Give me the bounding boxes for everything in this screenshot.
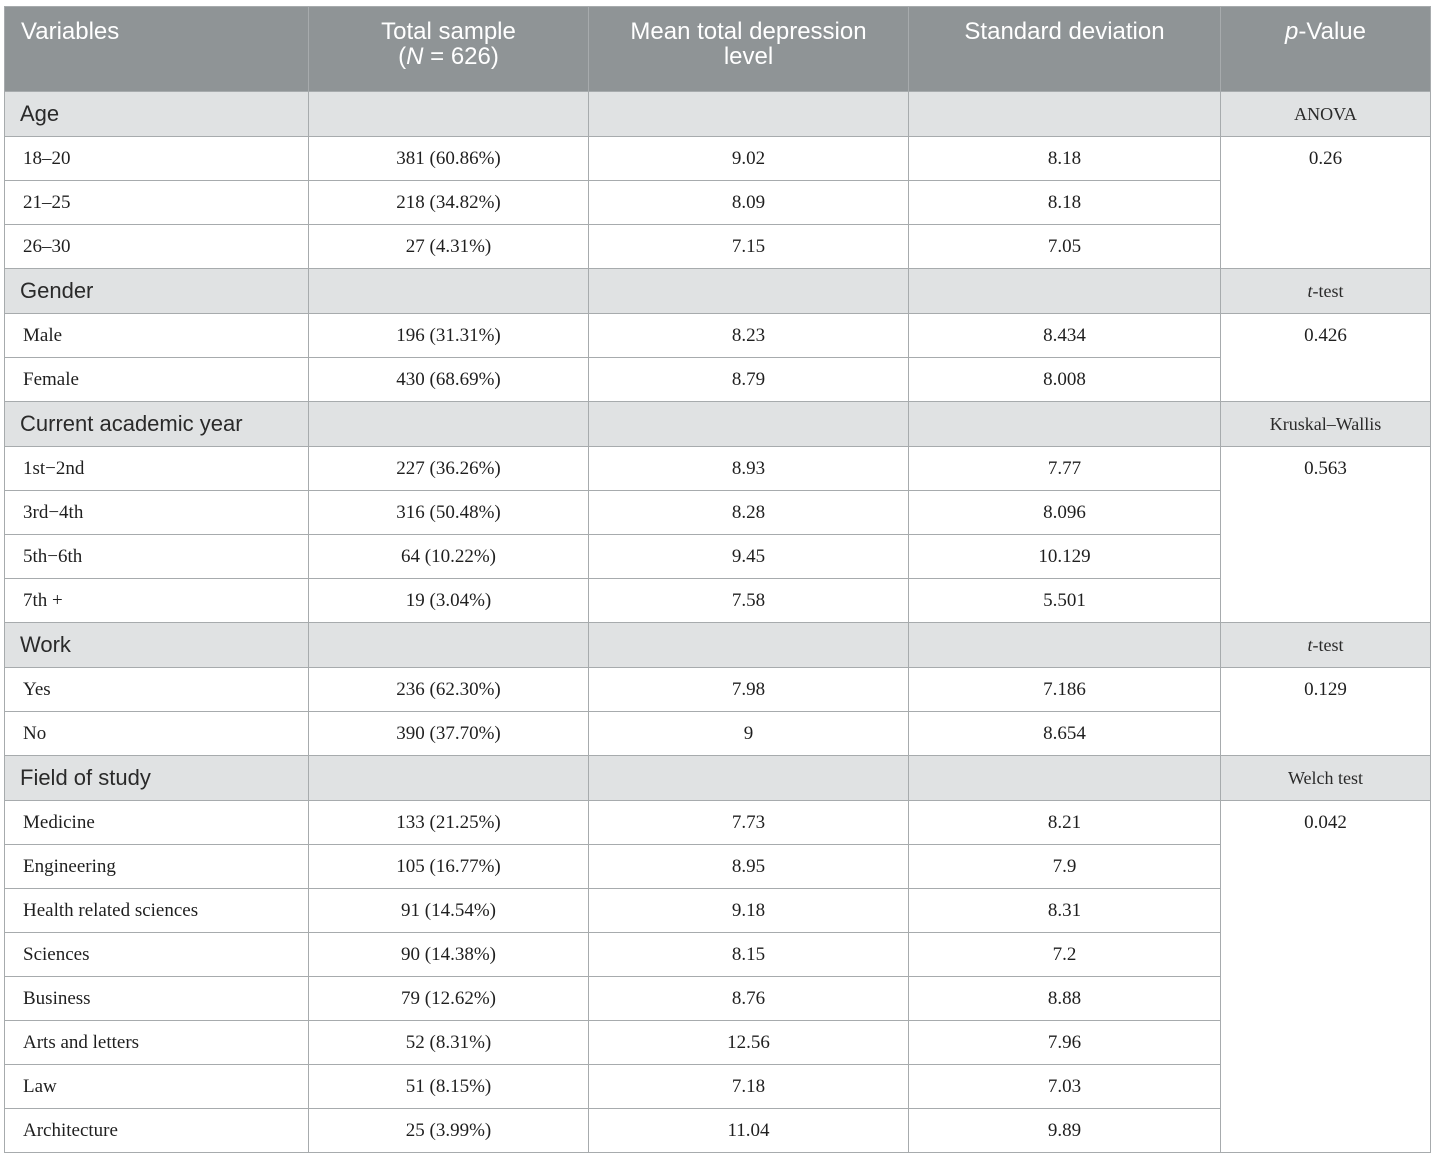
row-label: 5th−6th	[5, 535, 309, 579]
row-label: 7th +	[5, 579, 309, 623]
row-total-sample: 227 (36.26%)	[309, 447, 589, 491]
row-mean: 8.95	[589, 845, 909, 889]
group-empty-cell	[589, 402, 909, 447]
row-label: 3rd−4th	[5, 491, 309, 535]
row-sd: 7.9	[909, 845, 1221, 889]
row-sd: 8.88	[909, 977, 1221, 1021]
table-row	[5, 447, 1431, 491]
header-p-italic: p	[1285, 18, 1299, 45]
row-sd: 8.008	[909, 358, 1221, 402]
group-test-name	[1221, 756, 1431, 801]
group-empty-cell	[909, 756, 1221, 801]
row-total-sample: 430 (68.69%)	[309, 358, 589, 402]
table-row	[5, 579, 1431, 623]
row-label: Architecture	[5, 1109, 309, 1153]
group-test-text: ANOVA	[1294, 103, 1357, 124]
row-sd: 8.31	[909, 889, 1221, 933]
header-p-value	[1221, 7, 1431, 92]
row-total-sample: 196 (31.31%)	[309, 314, 589, 358]
row-sd: 9.89	[909, 1109, 1221, 1153]
row-sd: 8.096	[909, 491, 1221, 535]
row-sd: 8.18	[909, 137, 1221, 181]
row-label: Law	[5, 1065, 309, 1109]
row-total-sample: 25 (3.99%)	[309, 1109, 589, 1153]
group-test-text: -test	[1312, 634, 1344, 655]
row-total-sample: 27 (4.31%)	[309, 225, 589, 269]
group-empty-cell	[589, 92, 909, 137]
row-sd: 7.2	[909, 933, 1221, 977]
row-p-value: 0.042	[1221, 801, 1431, 1153]
group-label: Current academic year	[5, 402, 309, 447]
row-label: Female	[5, 358, 309, 402]
row-mean: 9	[589, 712, 909, 756]
header-total-sample-n: N	[406, 43, 424, 70]
row-sd: 10.129	[909, 535, 1221, 579]
table-row	[5, 535, 1431, 579]
row-total-sample: 218 (34.82%)	[309, 181, 589, 225]
group-header-row	[5, 402, 1431, 447]
row-mean: 7.58	[589, 579, 909, 623]
row-mean: 9.45	[589, 535, 909, 579]
table-row	[5, 491, 1431, 535]
group-test-text: Welch test	[1287, 767, 1364, 788]
header-row	[5, 7, 1431, 92]
header-p-rest: -Value	[1298, 18, 1366, 45]
header-sd: Standard deviation	[909, 7, 1221, 92]
group-test-name	[1221, 623, 1431, 668]
group-test-italic: t	[1307, 280, 1313, 301]
header-total-sample-line1: Total sample	[381, 18, 516, 45]
row-total-sample: 51 (8.15%)	[309, 1065, 589, 1109]
row-sd: 7.186	[909, 668, 1221, 712]
row-p-value: 0.26	[1221, 137, 1431, 269]
row-label: Business	[5, 977, 309, 1021]
group-header-row	[5, 756, 1431, 801]
table-row	[5, 933, 1431, 977]
group-label: Age	[5, 92, 309, 137]
row-label: Arts and letters	[5, 1021, 309, 1065]
group-empty-cell	[589, 756, 909, 801]
table-row	[5, 1065, 1431, 1109]
group-test-name	[1221, 402, 1431, 447]
row-mean: 12.56	[589, 1021, 909, 1065]
row-total-sample: 64 (10.22%)	[309, 535, 589, 579]
row-p-value: 0.426	[1221, 314, 1431, 402]
row-label: Engineering	[5, 845, 309, 889]
row-total-sample: 133 (21.25%)	[309, 801, 589, 845]
group-empty-cell	[309, 623, 589, 668]
header-total-sample: Total sample (N = 626)	[309, 7, 589, 92]
row-sd: 7.05	[909, 225, 1221, 269]
row-label: No	[5, 712, 309, 756]
row-label: 21–25	[5, 181, 309, 225]
group-empty-cell	[909, 92, 1221, 137]
group-test-italic: t	[1307, 634, 1313, 655]
row-total-sample: 236 (62.30%)	[309, 668, 589, 712]
table-row	[5, 137, 1431, 181]
row-total-sample: 19 (3.04%)	[309, 579, 589, 623]
row-sd: 8.434	[909, 314, 1221, 358]
row-mean: 9.02	[589, 137, 909, 181]
header-mean-line1: Mean total depression	[630, 18, 867, 45]
group-empty-cell	[309, 269, 589, 314]
group-label: Work	[5, 623, 309, 668]
row-mean: 8.79	[589, 358, 909, 402]
table-row	[5, 977, 1431, 1021]
row-label: Medicine	[5, 801, 309, 845]
row-sd: 8.654	[909, 712, 1221, 756]
row-mean: 9.18	[589, 889, 909, 933]
table-row	[5, 845, 1431, 889]
table-row	[5, 225, 1431, 269]
row-label: Sciences	[5, 933, 309, 977]
table-row	[5, 712, 1431, 756]
row-total-sample: 390 (37.70%)	[309, 712, 589, 756]
group-empty-cell	[909, 269, 1221, 314]
header-total-sample-count: = 626)	[423, 43, 499, 70]
table-row	[5, 314, 1431, 358]
group-empty-cell	[589, 269, 909, 314]
row-sd: 8.18	[909, 181, 1221, 225]
group-empty-cell	[589, 623, 909, 668]
results-table	[4, 6, 1431, 1153]
row-sd: 8.21	[909, 801, 1221, 845]
row-sd: 7.77	[909, 447, 1221, 491]
table-row	[5, 358, 1431, 402]
table-row	[5, 889, 1431, 933]
row-mean: 11.04	[589, 1109, 909, 1153]
group-test-name	[1221, 92, 1431, 137]
group-test-text: Kruskal–Wallis	[1269, 413, 1382, 434]
group-label: Gender	[5, 269, 309, 314]
row-total-sample: 381 (60.86%)	[309, 137, 589, 181]
row-mean: 7.98	[589, 668, 909, 712]
group-test-text: -test	[1312, 280, 1344, 301]
header-variables: Variables	[5, 7, 309, 92]
table-row	[5, 181, 1431, 225]
group-label: Field of study	[5, 756, 309, 801]
row-mean: 7.18	[589, 1065, 909, 1109]
row-sd: 7.96	[909, 1021, 1221, 1065]
group-header-row	[5, 623, 1431, 668]
row-mean: 8.93	[589, 447, 909, 491]
row-total-sample: 316 (50.48%)	[309, 491, 589, 535]
row-mean: 8.09	[589, 181, 909, 225]
row-label: 18–20	[5, 137, 309, 181]
table-row	[5, 1021, 1431, 1065]
row-p-value: 0.129	[1221, 668, 1431, 756]
group-empty-cell	[309, 756, 589, 801]
group-empty-cell	[309, 92, 589, 137]
row-label: Male	[5, 314, 309, 358]
group-test-name	[1221, 269, 1431, 314]
table-row	[5, 801, 1431, 845]
row-mean: 7.73	[589, 801, 909, 845]
row-total-sample: 52 (8.31%)	[309, 1021, 589, 1065]
group-empty-cell	[309, 402, 589, 447]
header-mean	[589, 7, 909, 92]
row-p-value: 0.563	[1221, 447, 1431, 623]
table-body	[5, 92, 1431, 1153]
row-label: Yes	[5, 668, 309, 712]
row-label: Health related sciences	[5, 889, 309, 933]
row-mean: 8.15	[589, 933, 909, 977]
row-label: 26–30	[5, 225, 309, 269]
row-total-sample: 91 (14.54%)	[309, 889, 589, 933]
group-empty-cell	[909, 623, 1221, 668]
row-mean: 8.76	[589, 977, 909, 1021]
row-mean: 7.15	[589, 225, 909, 269]
group-header-row	[5, 92, 1431, 137]
header-mean-line2: level	[723, 43, 774, 70]
row-total-sample: 105 (16.77%)	[309, 845, 589, 889]
table-header	[5, 7, 1431, 92]
row-total-sample: 79 (12.62%)	[309, 977, 589, 1021]
row-sd: 7.03	[909, 1065, 1221, 1109]
row-sd: 5.501	[909, 579, 1221, 623]
row-label: 1st−2nd	[5, 447, 309, 491]
row-mean: 8.28	[589, 491, 909, 535]
row-mean: 8.23	[589, 314, 909, 358]
group-empty-cell	[909, 402, 1221, 447]
group-header-row	[5, 269, 1431, 314]
table-row	[5, 668, 1431, 712]
row-total-sample: 90 (14.38%)	[309, 933, 589, 977]
